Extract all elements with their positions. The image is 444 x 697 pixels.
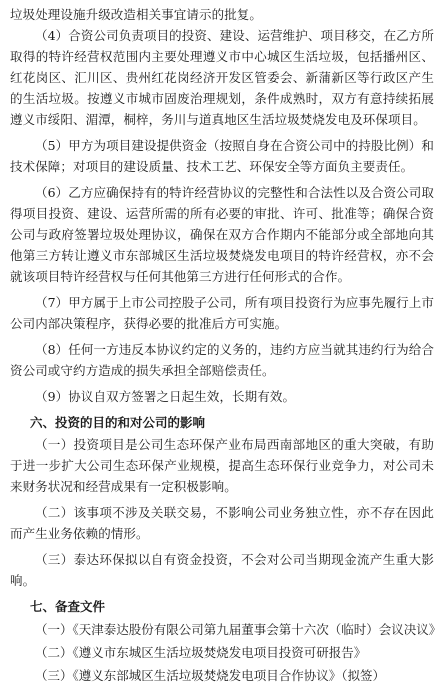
reference-doc-3: （三）《遵义东部城区生活垃圾焚烧发电项目合作协议》（拟签） <box>35 668 386 683</box>
section-heading-7: 七、备查文件 <box>30 599 106 614</box>
paragraph-continuation: 垃圾处理设施升级改造相关事宜请示的批复。 <box>10 7 263 22</box>
clause-5: （5）甲方为项目建设提供资金（按照自身在合资公司中的持股比例）和技术保障；对项目的建设质量、技术工艺、环保安全等方面负主要责任。 <box>10 138 434 174</box>
clause-8: （8）任何一方违反本协议约定的义务的，违约方应当就其违约行为给合资公司或守约方造成的损失承担全部赔偿责任。 <box>10 342 434 378</box>
clause-6: （6）乙方应确保持有的特许经营协议的完整性和合法性以及合资公司取得项目投资、建设、运营所需的所有必要的审批、许可、批准等；确保合资公司与政府签署垃圾处理协议，确保在双方合作期内不能部分或全部地向其他第三方转让遵义市东部城区生活垃圾焚烧发电项目的特许经营权，亦不会就该项目特许经营权与任何其他第三方进行任何形式的合作。 <box>10 185 434 284</box>
clause-4: （4）合资公司负责项目的投资、建设、运营维护、项目移交，在乙方所取得的特许经营权范围内主要处理遵义市中心城区生活垃圾，包括播州区、红花岗区、汇川区、贵州红花岗经济开发区管委会、新蒲新区等行政区产生的生活垃圾。按遵义市城市固废治理规划，条件成熟时，双方有意持续拓展遵义市绥阳、湄潭，桐梓，务川与道真地区生活垃圾焚烧发电及环保项目。 <box>10 28 434 127</box>
impact-item-1: （一）投资项目是公司生态环保产业布局西南部地区的重大突破，有助于进一步扩大公司生态环保产业规模，提高生态环保行业竞争力，对公司未来财务状况和经营成果有一定积极影响。 <box>10 437 434 494</box>
impact-item-2: （二）该事项不涉及关联交易，不影响公司业务独立性，亦不存在因此而产生业务依赖的情形。 <box>10 505 434 541</box>
clause-9: （9）协议自双方签署之日起生效，长期有效。 <box>35 389 296 404</box>
reference-doc-1: （一）《天津泰达股份有限公司第九届董事会第十六次（临时）会议决议》 <box>35 622 442 637</box>
section-heading-6: 六、投资的目的和对公司的影响 <box>30 415 206 430</box>
clause-7: （7）甲方属于上市公司控股子公司，所有项目投资行为应事先履行上市公司内部决策程序，获得必要的批准后方可实施。 <box>10 295 434 331</box>
impact-item-3: （三）泰达环保拟以自有资金投资，不会对公司当期现金流产生重大影响。 <box>10 552 434 588</box>
reference-doc-2: （二）《遵义市东城区生活垃圾焚烧发电项目投资可研报告》 <box>35 645 367 660</box>
